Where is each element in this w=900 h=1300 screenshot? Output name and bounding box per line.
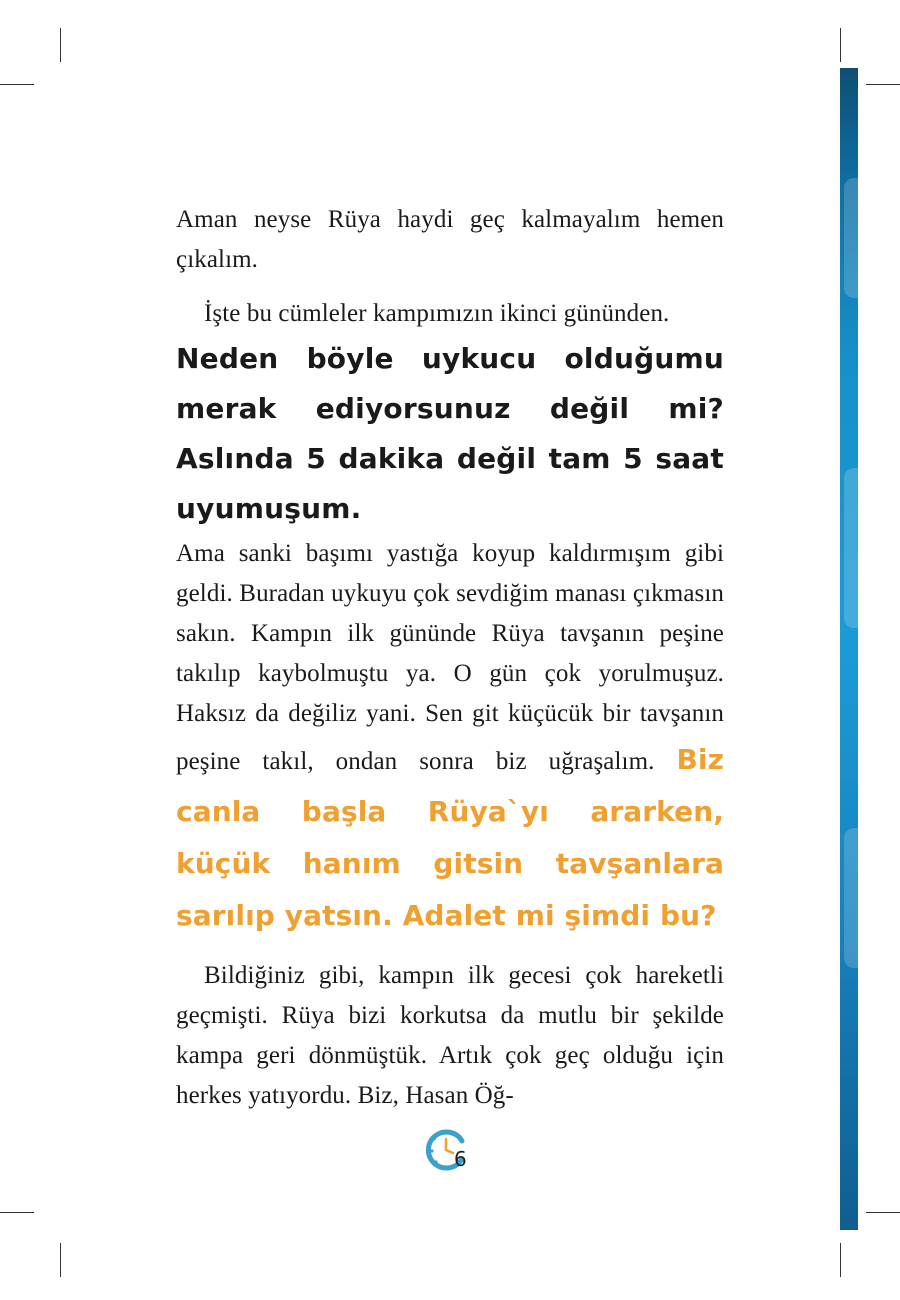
page-footer — [418, 1125, 478, 1175]
handwritten-paragraph: Neden böyle uykucu olduğumu merak ediyorsunuz değil mi? Aslında 5 dakika değil tam 5 saat uyumuşum. — [176, 342, 724, 525]
crop-mark — [840, 28, 841, 62]
body-text-block — [176, 200, 724, 1116]
paragraph-2: İşte bu cümleler kampımızın ikinci gününden. — [204, 300, 670, 327]
crop-mark — [60, 1243, 61, 1277]
paragraph-1: Aman neyse Rüya haydi geç kalmayalım hemen çıkalım. — [176, 206, 724, 273]
paragraph-4: Bildiğiniz gibi, kampın ilk gecesi çok hareketli geçmişti. Rüya bizi korkutsa da mutlu bir şekilde kampa geri dönmüştük. Artık çok geç olduğu için herkes yatıyordu. Biz, Hasan Öğ- — [176, 962, 724, 1109]
edge-wave — [844, 468, 858, 628]
crop-mark — [866, 1212, 900, 1213]
edge-wave — [844, 828, 858, 968]
orange-handwritten-text: Biz canla başla Rüya`yı ararken, küçük hanım gitsin tavşanlara sarılıp yatsın. Adalet mi şimdi bu? — [176, 743, 724, 932]
crop-mark — [866, 84, 900, 85]
paragraph-3-body — [176, 534, 724, 942]
crop-mark — [60, 28, 61, 62]
paragraph-3-text: Ama sanki başımı yastığa koyup kaldırmışım gibi geldi. Buradan uykuyu çok sevdiğim manası çıkmasın sakın. Kampın ilk gününde Rüya tavşanın peşine takılıp kaybolmuştu ya. O gün çok yorulmuşuz. Haksız da değiliz yani. Sen git küçücük bir tavşanın peşine takıl, ondan sonra biz uğraşalım. — [176, 540, 724, 775]
crop-mark — [0, 84, 34, 85]
crop-mark — [840, 1243, 841, 1277]
crop-mark — [0, 1212, 34, 1213]
edge-wave — [844, 178, 858, 298]
page-edge-strip — [840, 68, 858, 1230]
page-number: 6 — [454, 1147, 467, 1171]
